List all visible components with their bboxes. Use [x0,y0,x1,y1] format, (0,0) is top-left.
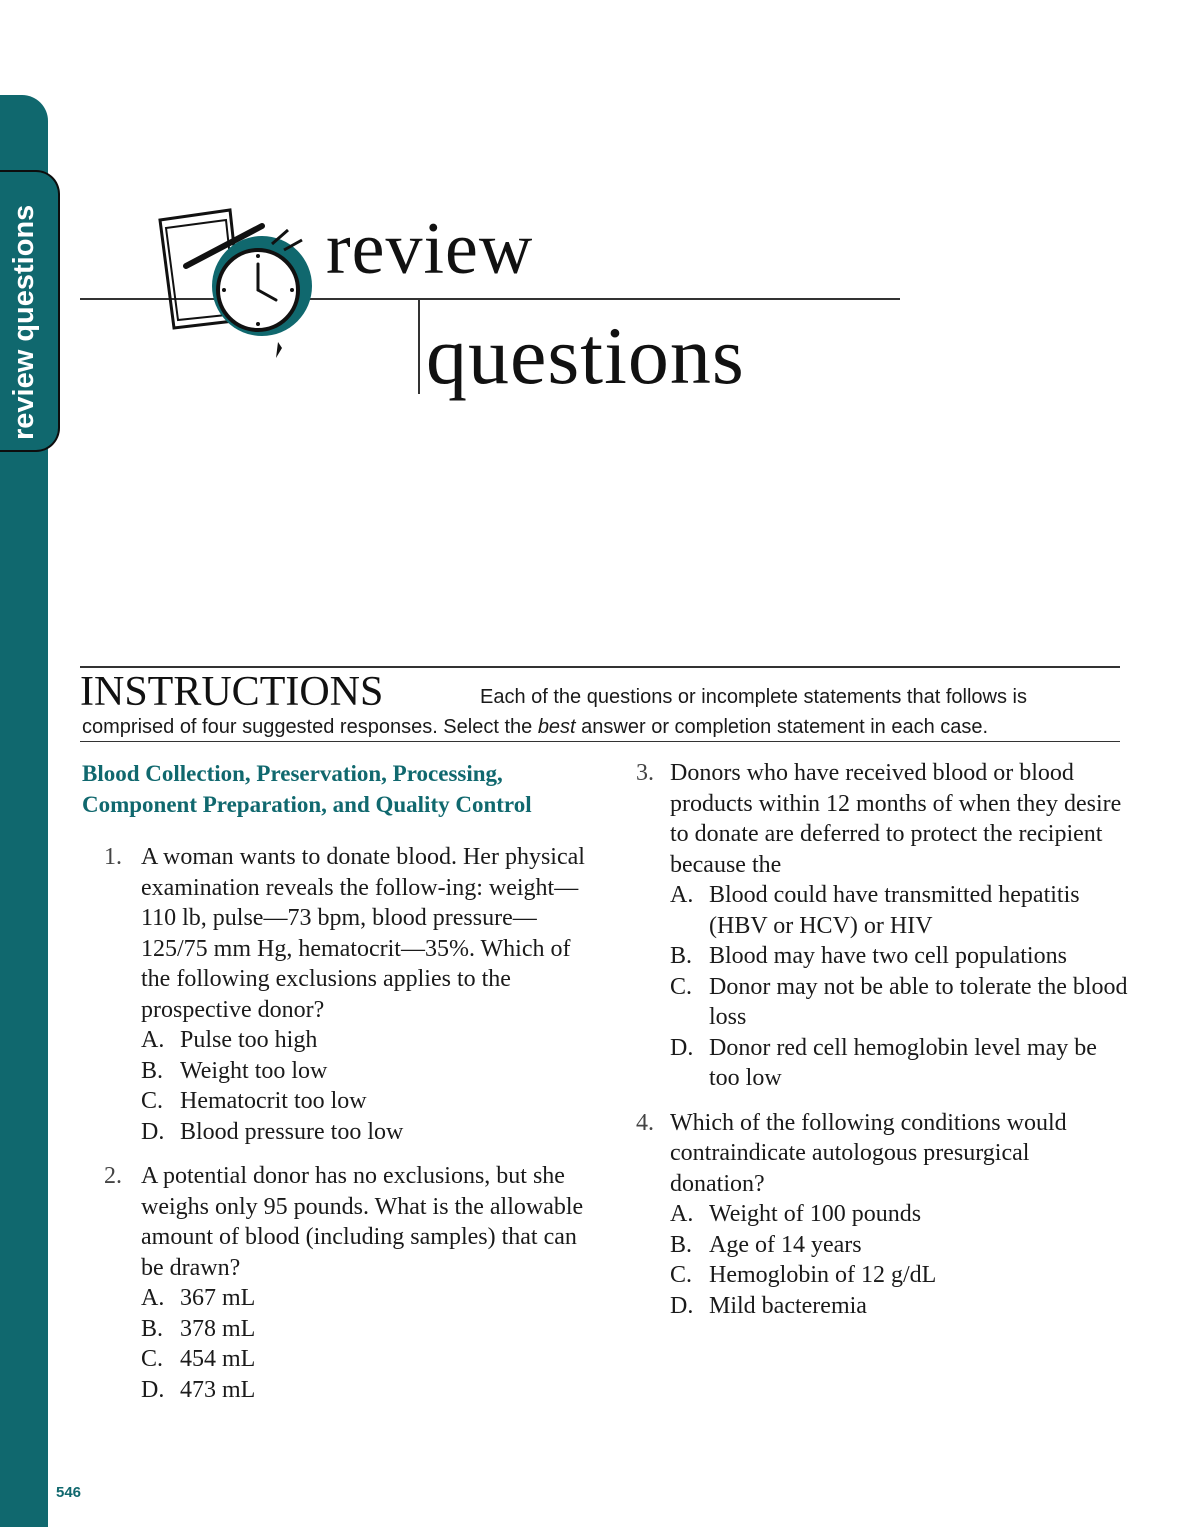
answer-option [670,1033,1130,1094]
option-letter: B. [670,943,693,969]
instructions-text-part: answer or completion statement in each case. [575,716,989,738]
option-text: Pulse too high [180,1027,318,1053]
option-text: 454 mL [180,1346,256,1372]
option-letter: C. [670,1262,693,1288]
option-letter: D. [141,1118,165,1145]
question-number: 3. [636,760,654,786]
option-text: Donor may not be able to tolerate the blood loss [709,973,1128,1030]
option-text: 367 mL [180,1285,256,1311]
option-text: Hemoglobin of 12 g/dL [709,1262,937,1288]
answer-option [670,1260,1130,1291]
option-letter: B. [141,1057,164,1084]
question-number: 1. [104,844,122,870]
answer-option [670,1230,1130,1261]
question-text: Which of the following conditions would contraindicate autologous presurgical donation? [670,1109,1067,1197]
answer-option [141,1375,600,1406]
answer-option [141,1086,600,1117]
question-4 [630,1108,1130,1322]
instructions-emphasis: best [537,716,576,738]
question-text: Donors who have received blood or blood products within 12 months of when they desire to donate are deferred to protect the recipient because the [670,760,1122,878]
question-number: 2. [104,1163,122,1189]
clipboard-clock-icon [150,200,330,370]
option-letter: A. [141,1285,165,1311]
left-column [80,758,600,1419]
option-text: Donor red cell hemoglobin level may be too low [709,1034,1097,1091]
answer-option [141,1314,600,1345]
header-divider [418,298,420,394]
option-text: Blood pressure too low [180,1118,404,1145]
option-letter: A. [670,882,694,908]
instructions-text-line1: Each of the questions or incomplete statements that follows is [480,686,1027,708]
answer-option [141,1283,600,1314]
option-letter: B. [670,1231,693,1258]
option-text: Age of 14 years [709,1231,862,1258]
page-title-line2: questions [426,310,745,401]
answer-option [670,1199,1130,1230]
answer-option [141,1344,600,1375]
option-letter: D. [141,1376,165,1403]
section-title-line2: Component Preparation, and Quality Control [82,792,532,817]
option-text: 473 mL [180,1376,256,1403]
section-title [82,758,600,820]
option-text: Blood could have transmitted hepatitis (HBV or HCV) or HIV [709,882,1080,939]
option-text: 378 mL [180,1315,256,1342]
instructions-text-part: comprised of four suggested responses. Select the [82,716,538,738]
question-2 [80,1161,600,1405]
answer-option [670,941,1130,972]
answer-option [670,1291,1130,1322]
option-text: Blood may have two cell populations [709,943,1067,969]
instructions-bottom-rule [80,741,1120,742]
question-text: A potential donor has no exclusions, but she weighs only 95 pounds. What is the allowable amount of blood (including samples) that can be drawn? [141,1163,584,1281]
answer-option [670,880,1130,941]
question-3 [630,758,1130,1094]
page-title-line1: review [326,208,534,290]
option-text: Weight of 100 pounds [709,1201,922,1227]
option-letter: D. [670,1034,694,1061]
option-letter: C. [141,1088,164,1114]
option-letter: C. [670,973,693,1000]
question-text: A woman wants to donate blood. Her physical examination reveals the follow-ing: weight—110 lb, pulse—73 bpm, blood pressure—125/75 mm Hg, hematocrit—35%. Which of the following exclusions applies to the prospective donor? [141,844,585,1023]
answer-option [141,1056,600,1087]
option-letter: A. [141,1027,165,1053]
option-text: Hematocrit too low [180,1088,367,1114]
answer-option [670,972,1130,1033]
page-number: 546 [56,1484,82,1501]
instructions-heading: INSTRUCTIONS [80,669,384,715]
section-title-line1: Blood Collection, Preservation, Processing, [82,761,503,786]
question-1 [80,842,600,1147]
right-column [630,758,1130,1335]
option-letter: D. [670,1292,694,1319]
option-text: Weight too low [180,1057,328,1084]
option-text: Mild bacteremia [709,1292,867,1319]
answer-option [141,1117,600,1148]
sidebar-label: review questions [8,204,40,440]
answer-option [141,1025,600,1056]
option-letter: C. [141,1346,164,1372]
instructions-text-line2 [82,714,988,740]
option-letter: B. [141,1315,164,1342]
option-letter: A. [670,1201,694,1227]
question-number: 4. [636,1109,654,1136]
